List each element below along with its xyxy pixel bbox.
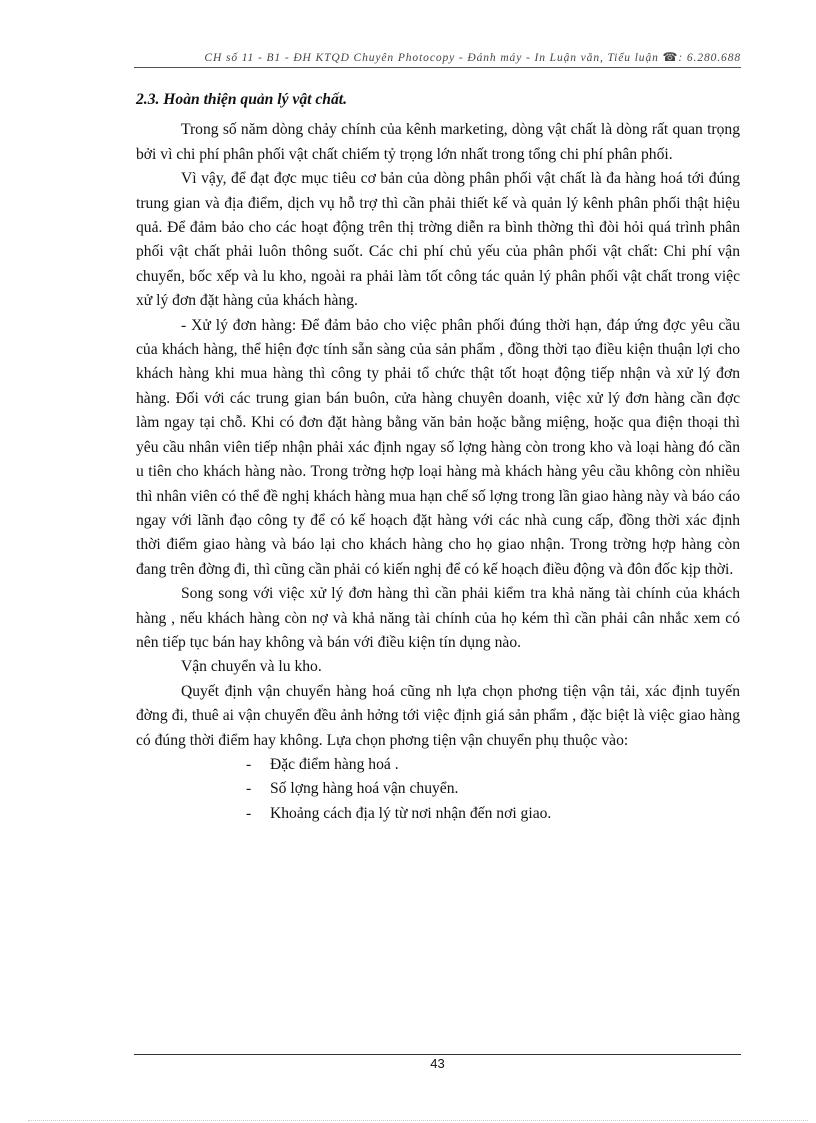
list-item-text: Số lợng hàng hoá vận chuyển. (270, 780, 459, 798)
bullet-list (136, 753, 740, 826)
list-item (136, 777, 740, 801)
paragraph: Vận chuyển và lu kho. (181, 658, 322, 676)
phone-icon: ☎ (662, 50, 679, 64)
list-item (136, 802, 740, 826)
list-item (136, 753, 740, 777)
paragraph: Vì vậy, để đạt đợc mục tiêu cơ bản của dòng phân phối vật chất là đa hàng hoá tới đúng trung gian và địa điểm, dịch vụ hỗ trợ thì cần phải thiết kế và quản lý kênh phân phối thật hiệu quả. Để đảm bảo cho các hoạt động trên thị trờng diễn ra bình thờng thì đòi hỏi quá trình phân phối vật chất phải luôn thông suốt. Các chi phí chủ yếu của phân phối vật chất: Chi phí vận chuyển, bốc xếp và lu kho, ngoài ra phải làm tốt công tác quản lý phân phối vật chất trong việc xử lý đơn đặt hàng của khách hàng. (136, 170, 740, 310)
page-header (134, 50, 741, 68)
list-item-text: Đặc điểm hàng hoá . (270, 755, 399, 773)
list-marker: - (246, 780, 252, 798)
header-phone: : 6.280.688 (678, 52, 741, 64)
page-number: 43 (430, 1056, 445, 1071)
document-body (136, 88, 740, 826)
list-marker: - (246, 804, 252, 822)
list-marker: - (246, 755, 252, 773)
paragraph: Song song với việc xử lý đơn hàng thì cần phải kiểm tra khả năng tài chính của khách hàng , nếu khách hàng còn nợ và khả năng tài chính của họ kém thì cần phải cân nhắc xem có nên tiếp tục bán hay không và bán với điều kiện tín dụng nào. (136, 585, 740, 651)
section-heading: 2.3. Hoàn thiện quản lý vật chất. (136, 91, 347, 108)
header-text: CH số 11 - B1 - ĐH KTQD Chuyên Photocopy - Đánh máy - In Luận văn, Tiểu luận (204, 52, 659, 64)
paragraph: - Xử lý đơn hàng: Để đảm bảo cho việc phân phối đúng thời hạn, đáp ứng đợc yêu cầu của khách hàng, thể hiện đợc tính sẵn sàng của sản phẩm , đồng thời tạo điều kiện thuận lợi cho khách hàng khi mua hàng thì công ty phải tổ chức thật tốt hoạt động tiếp nhận và xử lý đơn hàng. Đối với các trung gian bán buôn, cửa hàng chuyên doanh, việc xử lý đơn hàng cần đợc làm ngay tại chỗ. Khi có đơn đặt hàng bằng văn bản hoặc bằng miệng, hoặc qua điện thoại thì yêu cầu nhân viên tiếp nhận phải xác định ngay số lợng hàng còn trong kho và loại hàng đó cần u tiên cho khách hàng nào. Trong trờng hợp loại hàng mà khách hàng yêu cầu không còn nhiều thì nhân viên có thể đề nghị khách hàng mua hạn chế số lợng trong lần giao hàng này và báo cáo ngay với lãnh đạo công ty để có kế hoạch đặt hàng với các nhà cung cấp, đồng thời xác định thời điểm giao hàng và báo lại cho khách hàng cho họ giao nhận. Trong trờng hợp hàng còn đang trên đờng đi, thì cũng cần phải có kiến nghị để có kế hoạch điều động và đôn đốc kịp thời. (136, 316, 740, 578)
paragraph: Quyết định vận chuyển hàng hoá cũng nh lựa chọn phơng tiện vận tải, xác định tuyến đờng đi, thuê ai vận chuyển đều ảnh hởng tới việc định giá sản phẩm , đặc biệt là việc giao hàng có đúng thời điểm hay không. Lựa chọn phơng tiện vận chuyển phụ thuộc vào: (136, 682, 740, 749)
page-edge-divider (28, 1120, 808, 1121)
paragraph: Trong số năm dòng chảy chính của kênh marketing, dòng vật chất là dòng rất quan trọng bởi vì chi phí phân phối vật chất chiếm tỷ trọng lớn nhất trong tổng chi phí phân phối. (136, 121, 740, 163)
footer-divider (134, 1054, 741, 1055)
list-item-text: Khoảng cách địa lý từ nơi nhận đến nơi giao. (270, 804, 552, 822)
